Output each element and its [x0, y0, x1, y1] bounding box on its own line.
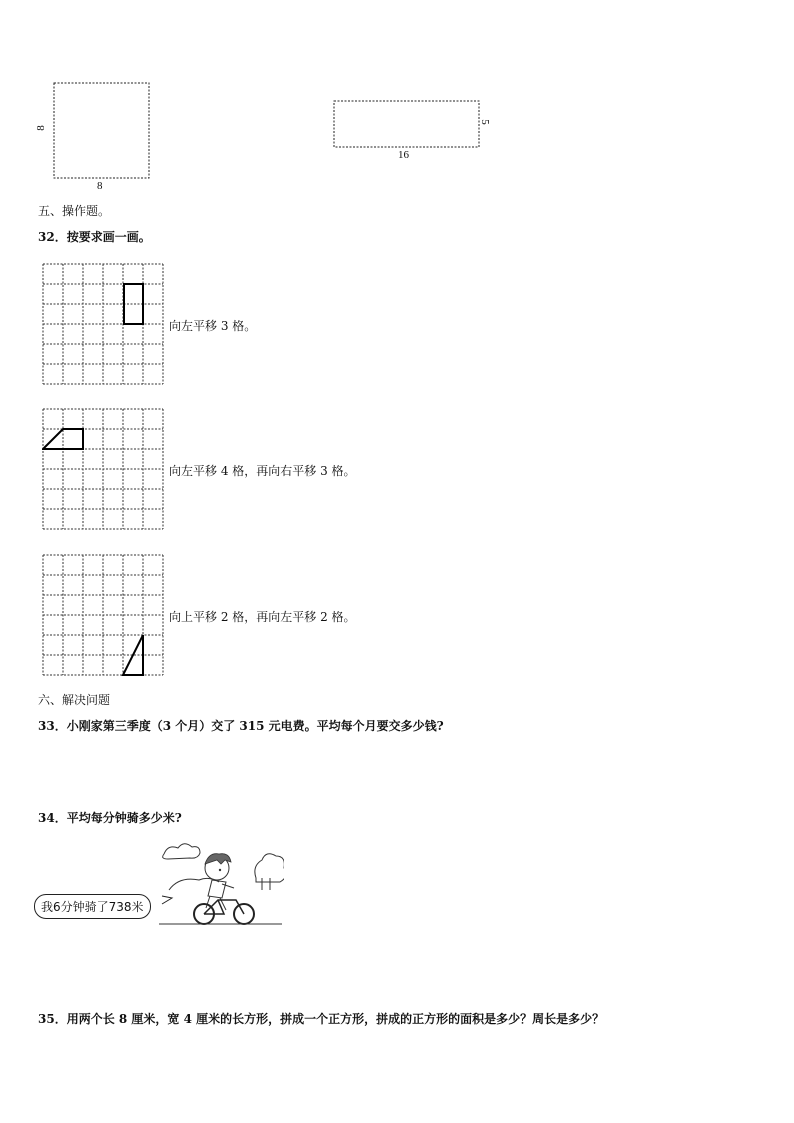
task-3-instruction: 向上平移 2 格，再向左平移 2 格。: [169, 610, 356, 624]
section6-heading: 六、解决问题: [38, 693, 111, 707]
square-figure: [34, 80, 160, 195]
rectangle-side-label: 5: [478, 119, 491, 125]
speech-bubble: 我6分钟骑了738米: [34, 894, 151, 919]
q35-text: 35．用两个长 8 厘米，宽 4 厘米的长方形，拼成一个正方形，拼成的正方形的面积是多少？周长是多少？: [38, 1012, 605, 1026]
rectangle-bottom-label: 16: [398, 149, 409, 161]
square-bottom-label: 8: [97, 180, 103, 192]
grid-task-1: [42, 263, 166, 391]
grid-3-triangle-shape: [123, 635, 143, 675]
grid-task-2: [42, 408, 166, 536]
q33-text: 33．小刚家第三季度（3 个月）交了 315 元电费。平均每个月要交多少钱?: [38, 719, 444, 733]
task-2-instruction: 向左平移 4 格，再向右平移 3 格。: [169, 464, 356, 478]
grid-3-svg: [42, 554, 166, 678]
q34-title: 34．平均每分钟骑多少米?: [38, 811, 182, 825]
rectangle-shape: [330, 96, 505, 171]
rectangle-figure: [330, 96, 505, 171]
section5-heading: 五、操作题。: [38, 204, 111, 218]
task-1-instruction: 向左平移 3 格。: [169, 319, 257, 333]
grid-2-svg: [42, 408, 166, 532]
square-shape: [40, 80, 160, 195]
grid-1-svg: [42, 263, 166, 387]
q34-illustration: [34, 838, 284, 930]
square-side-label: 8: [34, 125, 47, 131]
grid-1-rectangle-shape: [124, 284, 143, 324]
grid-task-3: [42, 554, 166, 682]
q32-title: 32．按要求画一画。: [38, 230, 151, 244]
